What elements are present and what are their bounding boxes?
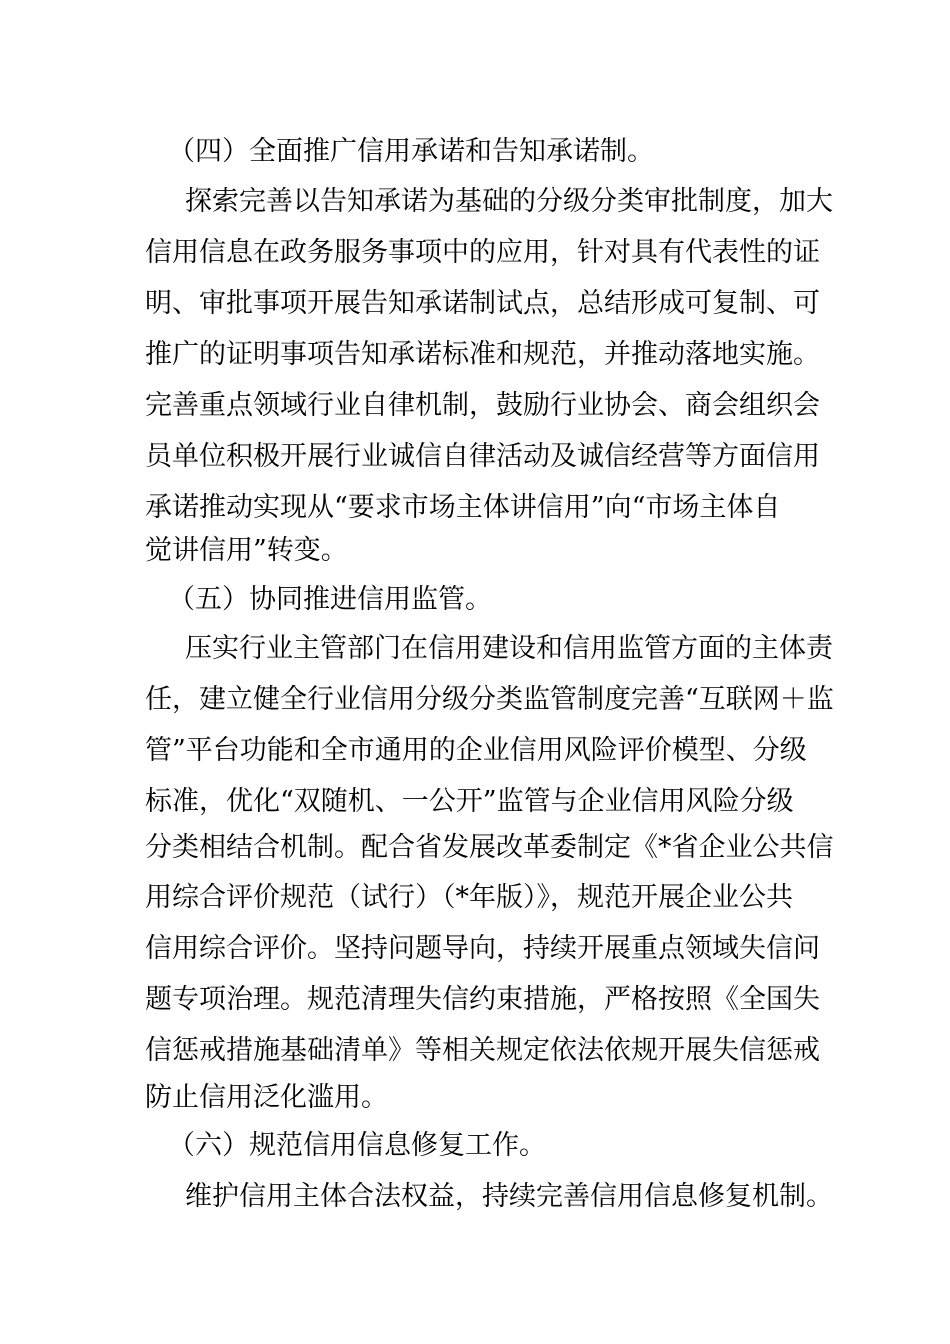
paragraph-line bbox=[0, 878, 950, 918]
section-heading bbox=[0, 580, 950, 620]
paragraph-line bbox=[0, 629, 950, 669]
section-4-line-8: 觉讲信用”转变。 bbox=[145, 535, 348, 566]
paragraph-line bbox=[0, 929, 950, 969]
section-heading bbox=[0, 1126, 950, 1166]
section-5-line-7: 信用综合评价。坚持问题导向，持续开展重点领域失信问 bbox=[145, 933, 820, 964]
section-4-line-2: 信用信息在政务服务事项中的应用，针对具有代表性的证 bbox=[145, 237, 820, 268]
paragraph-line bbox=[0, 1078, 950, 1118]
section-4-line-1: 探索完善以告知承诺为基础的分级分类审批制度，加大 bbox=[185, 186, 833, 217]
section-5-line-6: 用综合评价规范（试行）（*年版）》，规范开展企业公共 bbox=[145, 882, 793, 913]
section-6-heading: （六）规范信用信息修复工作。 bbox=[168, 1130, 546, 1161]
paragraph-line bbox=[0, 233, 950, 273]
section-5-line-2: 任，建立健全行业信用分级分类监管制度完善“互联网＋监 bbox=[145, 684, 834, 715]
section-6-line-1: 维护信用主体合法权益，持续完善信用信息修复机制。 bbox=[185, 1181, 833, 1212]
section-4-line-3: 明、审批事项开展告知承诺制试点，总结形成可复制、可 bbox=[145, 288, 820, 319]
section-5-line-9: 信惩戒措施基础清单》等相关规定依法依规开展失信惩戒 bbox=[145, 1035, 820, 1066]
paragraph-line bbox=[0, 284, 950, 324]
paragraph-line bbox=[0, 731, 950, 771]
paragraph-line bbox=[0, 980, 950, 1020]
section-4-line-6: 员单位积极开展行业诚信自律活动及诚信经营等方面信用 bbox=[145, 441, 820, 472]
paragraph-line bbox=[0, 488, 950, 528]
section-5-heading: （五）协同推进信用监管。 bbox=[168, 584, 492, 615]
section-4-line-7: 承诺推动实现从“要求市场主体讲信用”向“市场主体自 bbox=[145, 492, 781, 523]
paragraph-line bbox=[0, 386, 950, 426]
section-4-heading: （四）全面推广信用承诺和告知承诺制。 bbox=[168, 136, 654, 167]
section-4-line-4: 推广的证明事项告知承诺标准和规范，并推动落地实施。 bbox=[145, 339, 820, 370]
paragraph-line bbox=[0, 782, 950, 822]
paragraph-line bbox=[0, 531, 950, 571]
paragraph-line bbox=[0, 437, 950, 477]
section-heading bbox=[0, 132, 950, 172]
paragraph-line bbox=[0, 1031, 950, 1071]
section-5-line-10: 防止信用泛化滥用。 bbox=[145, 1082, 388, 1113]
section-5-line-3: 管”平台功能和全市通用的企业信用风险评价模型、分级 bbox=[145, 735, 807, 766]
section-5-line-1: 压实行业主管部门在信用建设和信用监管方面的主体责 bbox=[185, 633, 833, 664]
section-4-line-5: 完善重点领域行业自律机制，鼓励行业协会、商会组织会 bbox=[145, 390, 820, 421]
section-5-line-5: 分类相结合机制。配合省发展改革委制定《*省企业公共信 bbox=[145, 832, 834, 863]
paragraph-line bbox=[0, 1177, 950, 1217]
section-5-line-8: 题专项治理。规范清理失信约束措施，严格按照《全国失 bbox=[145, 984, 820, 1015]
paragraph-line bbox=[0, 828, 950, 868]
section-5-line-4: 标准，优化“双随机、一公开”监管与企业信用风险分级 bbox=[145, 786, 794, 817]
paragraph-line bbox=[0, 182, 950, 222]
paragraph-line bbox=[0, 335, 950, 375]
paragraph-line bbox=[0, 680, 950, 720]
